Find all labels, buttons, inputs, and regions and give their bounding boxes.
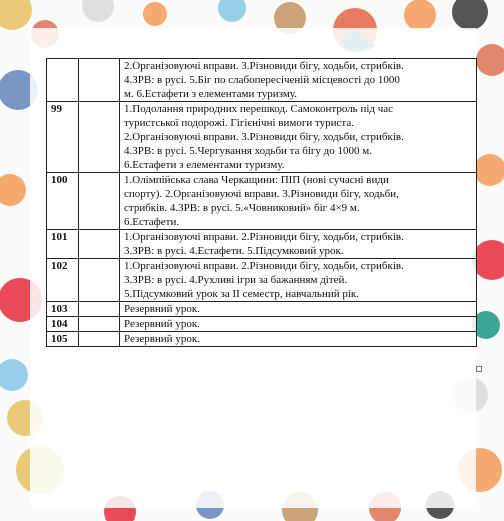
content-line: 4.ЗРВ: в русі. 5.Чергування ходьби та бігу до 1000 м. <box>124 145 372 157</box>
content-line: 4.ЗРВ: в русі. 5.Біг по слабопересіченій місцевості до 1000 <box>124 74 400 86</box>
content-line: 6.Естафети з елементами туризму. <box>124 159 285 171</box>
table-row <box>47 259 477 302</box>
table-row <box>47 317 477 332</box>
table-row <box>47 102 477 173</box>
content-line: 5.Підсумковий урок за ІІ семестр, навчальний рік. <box>124 288 360 300</box>
content-line: 3.ЗРВ: в русі. 4.Рухливі ігри за бажанням дітей. <box>124 274 348 286</box>
date-cell <box>79 59 120 102</box>
content-line: спорту). 2.Організовуючі вправи. 3.Різновиди бігу, ходьби, <box>124 188 399 200</box>
lesson-content <box>120 102 477 173</box>
content-line: м. 6.Естафети з елементами туризму. <box>124 88 297 100</box>
lesson-content <box>120 302 477 317</box>
lesson-number <box>47 59 79 102</box>
content-line: Резервний урок. <box>124 303 200 315</box>
lesson-number: 101 <box>47 230 79 259</box>
content-line: стрибків. 4.ЗРВ: в русі. 5.«Човниковий» біг 4×9 м. <box>124 202 360 214</box>
content-line: Резервний урок. <box>124 333 200 345</box>
lesson-number: 100 <box>47 173 79 230</box>
date-cell <box>79 302 120 317</box>
lesson-content <box>120 317 477 332</box>
content-line: 1.Олімпійська слава Черкащини: ПІП (нові сучасні види <box>124 174 389 186</box>
content-line: 6.Естафети. <box>124 216 180 228</box>
lesson-number: 104 <box>47 317 79 332</box>
lesson-content <box>120 332 477 347</box>
content-line: туристської подорожі. Гігієнічні вимоги туриста. <box>124 117 354 129</box>
date-cell <box>79 173 120 230</box>
lesson-content <box>120 173 477 230</box>
content-line: 1.Організовуючі вправи. 2.Різновиди бігу, ходьби, стрибків. <box>124 231 404 243</box>
content-line: 2.Організовуючі вправи. 3.Різновиди бігу, ходьби, стрибків. <box>124 60 404 72</box>
content-line: 3.ЗРВ: в русі. 4.Естафети. 5.Підсумковий урок. <box>124 245 344 257</box>
lesson-plan-table <box>46 58 477 347</box>
date-cell <box>79 317 120 332</box>
lesson-number: 99 <box>47 102 79 173</box>
lesson-number: 102 <box>47 259 79 302</box>
lesson-content <box>120 59 477 102</box>
content-line: 1.Організовуючі вправи. 2.Різновиди бігу, ходьби, стрибків. <box>124 260 404 272</box>
table-row <box>47 302 477 317</box>
date-cell <box>79 102 120 173</box>
lesson-number: 105 <box>47 332 79 347</box>
content-line: 2.Організовуючі вправи. 3.Різновиди бігу, ходьби, стрибків. <box>124 131 404 143</box>
date-cell <box>79 332 120 347</box>
date-cell <box>79 230 120 259</box>
content-line: 1.Подолання природних перешкод. Самоконтроль під час <box>124 103 394 115</box>
table-row <box>47 173 477 230</box>
table-resize-handle[interactable] <box>476 366 482 372</box>
table-row <box>47 230 477 259</box>
table-row <box>47 332 477 347</box>
table-row <box>47 59 477 102</box>
lesson-content <box>120 259 477 302</box>
content-line: Резервний урок. <box>124 318 200 330</box>
lesson-number: 103 <box>47 302 79 317</box>
date-cell <box>79 259 120 302</box>
lesson-content <box>120 230 477 259</box>
